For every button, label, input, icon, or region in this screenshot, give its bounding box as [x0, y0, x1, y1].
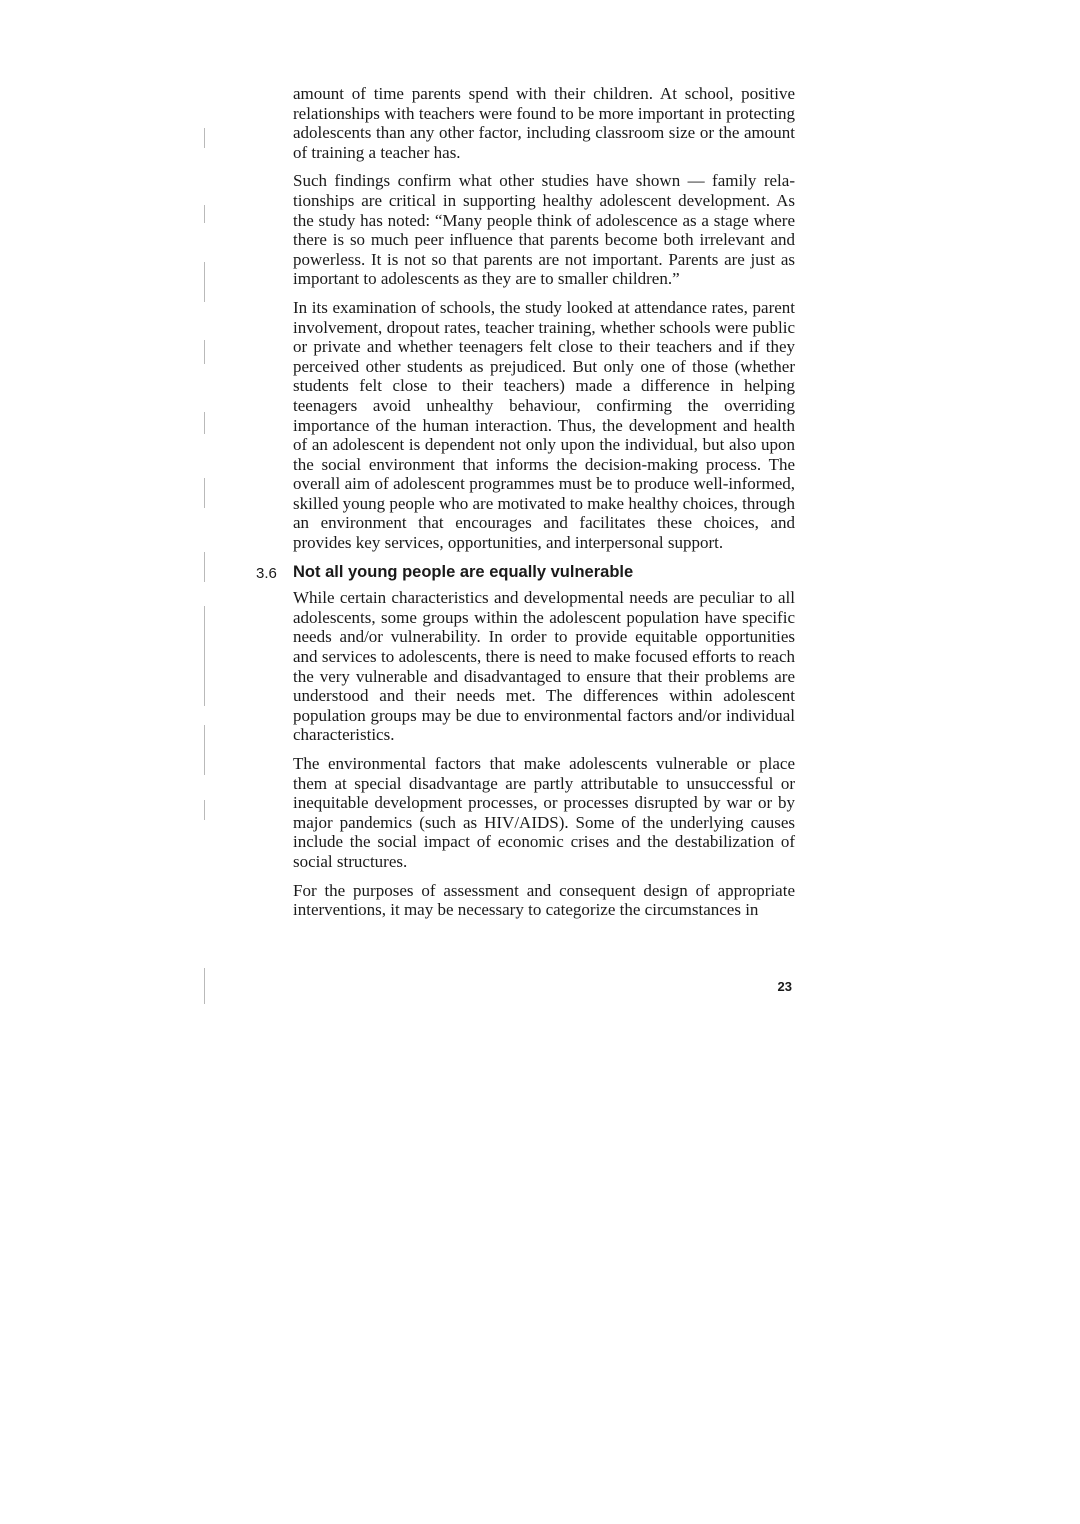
page-number: 23 [777, 979, 792, 994]
scan-mark [204, 478, 205, 508]
scan-mark [204, 968, 205, 1004]
section-title: Not all young people are equally vulnerable [293, 562, 634, 581]
body-paragraph: In its examination of schools, the study looked at attendance rates, parent involvement, dropout rates, teacher training, whether schools were public or private and whether teenagers felt close to their teachers and if they perceived other students as prejudiced. But only one of those (whether students felt close to their teachers) made a difference in helping teenagers avoid unhealthy behaviour, confirming the overriding importance of the human interaction. Thus, the development and health of an adolescent is dependent not only upon the individual, but also upon the social environment that informs the decision-making process. The overall aim of adolescent programmes must be to produce well-informed, skilled young people who are motivated to make healthy choices, through an environment that encourages and facilitates these choices, and provides key services, opportunities, and interpersonal support. [293, 297, 795, 553]
scan-mark [204, 262, 205, 302]
scan-mark [204, 800, 205, 820]
body-paragraph: While certain characteristics and developmental needs are peculiar to all adolescents, some groups within the adolescent population have specific needs and/or vulnerability. In order to provide equitable opportunities and services to adolescents, there is need to make focused efforts to reach the very vulnerable and disadvantaged to ensure that their problems are understood and their needs met. The differences within adolescent population groups may be due to environmental factors and/or individual characteristics. [293, 588, 795, 745]
scan-mark [204, 725, 205, 775]
body-paragraph: Such findings confirm what other studies have shown — family relationships are critical in supporting healthy adolescent development. As the study has noted: “Many people think of adolescence as a stage where there is so much peer influence that parents become both irrelevant and powerless. It is not so that parents are not important. Parents are just as important to adolescents as they are to smaller children.” [293, 171, 795, 289]
section-heading [256, 562, 795, 583]
text-column [256, 84, 795, 929]
scan-mark [204, 552, 205, 582]
scan-mark [204, 606, 205, 706]
body-paragraph: amount of time parents spend with their children. At school, positive relationships with teachers were found to be more important in protecting adolescents than any other factor, including classroom size or the amount of training a teacher has. [293, 84, 795, 162]
section-number: 3.6 [256, 564, 277, 582]
body-paragraph: The environmental factors that make adolescents vulnerable or place them at special disadvantage are partly attributable to unsuccessful or inequitable development processes, or processes disrupted by war or by major pandemics (such as HIV/AIDS). Some of the underlying causes include the social impact of economic crises and the destabilization of social structures. [293, 754, 795, 871]
scan-mark [204, 128, 205, 148]
scan-mark [204, 205, 205, 223]
body-paragraph: For the purposes of assessment and consequent design of appropriate interventions, it may be necessary to categorize the circumstances in [293, 880, 795, 920]
scan-mark [204, 412, 205, 434]
scan-mark [204, 340, 205, 364]
